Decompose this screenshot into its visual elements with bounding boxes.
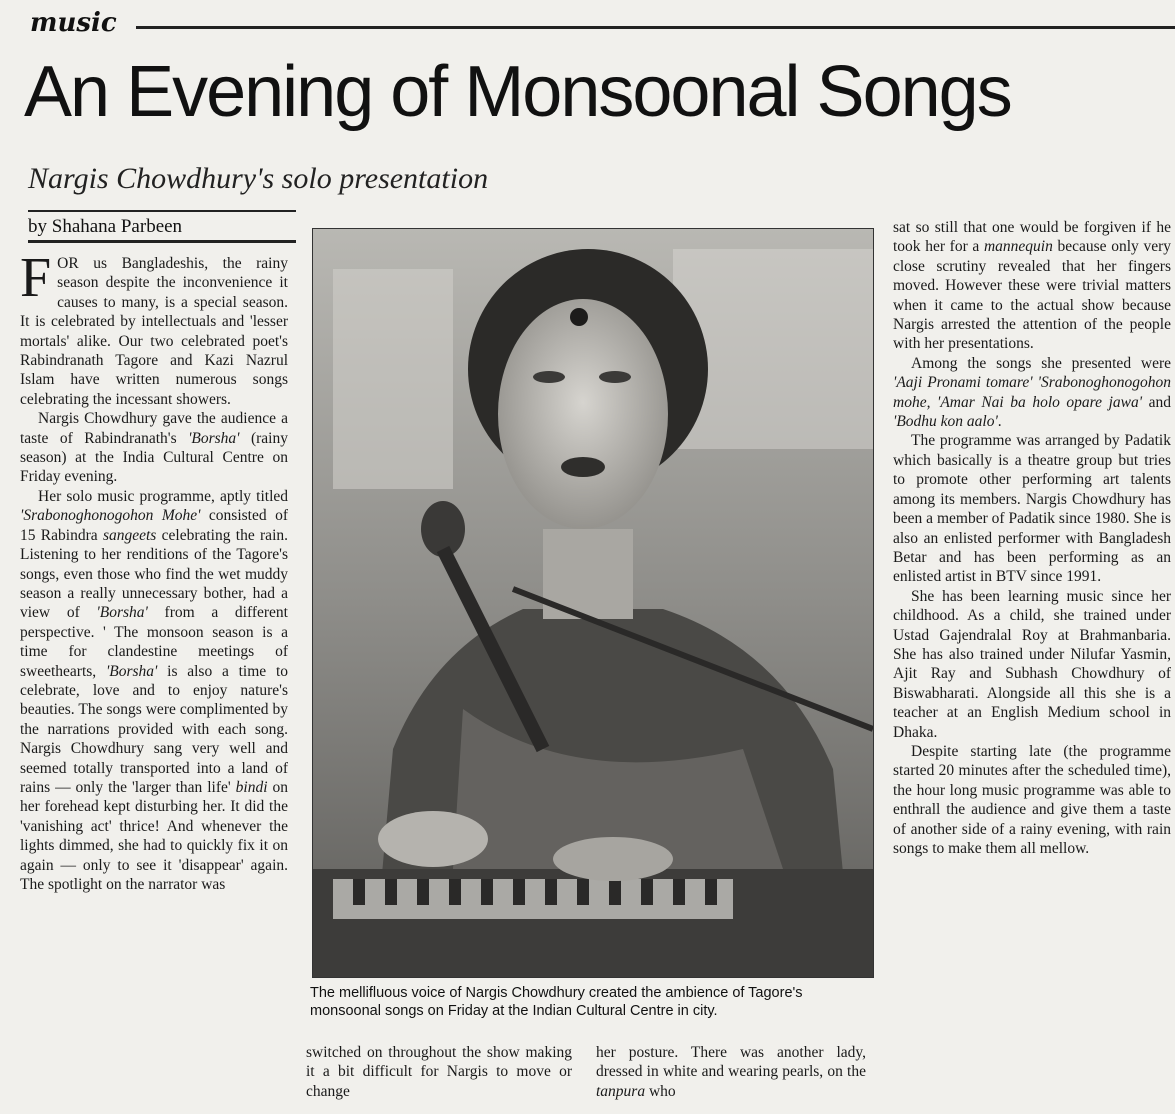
col4-p1-text-a: sat so still that one would be forgiven if he took her for a — [893, 219, 1171, 256]
paragraph-2 — [20, 409, 288, 487]
singer-photo-illustration — [313, 229, 873, 977]
p3-text-e: is also a time to celebrate, love and to enjoy nature's beauties. The songs were complimented by the narrations provided with each song. Nargis Chowdhury sang very well and seemed totally transported into a land of rains — only the 'larger than life' — [20, 662, 288, 796]
subhead: Nargis Chowdhury's solo presentation — [28, 162, 489, 195]
col4-paragraph-5: Despite starting late (the programme started 20 minutes after the scheduled time), the hour long music programme was able to enthrall the audience and give them a taste of another side of a rainy evening, with rain songs to make them all mellow. — [893, 742, 1171, 857]
col4-paragraph-2 — [893, 354, 1171, 432]
col4-p1-text-b: because only very close scrutiny revealed that her fingers moved. However these were trivial matters when it came to the actual show because Nargis arrested the attention of the people with her presentations. — [893, 238, 1171, 353]
paragraph-3 — [20, 487, 288, 895]
p3-emphasis-1: 'Srabonoghonogohon Mohe' — [20, 507, 201, 525]
section-rule — [136, 26, 1175, 29]
col4-p2-text-b: and — [1142, 393, 1171, 411]
col4-p2-text-a: Among the songs she presented were — [911, 354, 1171, 372]
col4-paragraph-1 — [893, 218, 1171, 354]
p2-text-a: Nargis Chowdhury gave the audience a taste of Rabindranath's — [20, 410, 288, 447]
paragraph-1 — [20, 254, 288, 409]
article-column-2 — [306, 1043, 572, 1105]
p3-text-f: on her forehead kept disturbing her. It did the 'vanishing act' thrice! And whenever the lights dimmed, she had to quickly fix it on again — only to see it 'disappear' again. The spotlight on the narrator was — [20, 778, 288, 893]
p3-text-d: from a different perspective. ' The monsoon season is a time for clandestine meetings of sweethearts, — [20, 604, 288, 680]
byline: by Shahana Parbeen — [28, 216, 183, 237]
p3-emphasis-2: sangeets — [102, 526, 157, 544]
p2-emphasis: 'Borsha' — [188, 429, 240, 447]
column-2-text: switched on throughout the show making it a bit difficult for Nargis to move or change — [306, 1044, 572, 1100]
col4-paragraph-4: She has been learning music since her childhood. As a child, she trained under Ustad Gajendralal Roy at Brahmanbaria. She has also trained under Nilufar Yasmin, Ajit Ray and Subhash Chowdhury of Biswabharati. Alongside all this she is a teacher at an English Medium school in Dhaka. — [893, 587, 1171, 741]
article-column-3 — [596, 1043, 866, 1105]
article-photo — [312, 228, 874, 978]
drop-cap: F — [20, 254, 52, 309]
p3-text-b: consisted of 15 Rabindra — [20, 507, 288, 544]
photo-caption: The mellifluous voice of Nargis Chowdhury created the ambience of Tagore's monsoonal songs on Friday at the Indian Cultural Centre in city. — [310, 985, 803, 1019]
col4-p2-text-c: . — [997, 413, 1002, 431]
col4-p2-emphasis-2: 'Srabonoghonogohon mohe, 'Amar Nai ba holo opare jawa' — [893, 374, 1171, 411]
p3-text-c: celebrating the rain. Listening to her renditions of the Tagore's songs, even those who find the wet muddy season a really unnecessary bother, had a view of — [20, 526, 288, 622]
byline-rule-top — [28, 210, 296, 212]
col4-paragraph-3: The programme was arranged by Padatik which basically is a theatre group but tries to promote other performing art talents among its members. Nargis Chowdhury has been a member of Padatik since 1980. She is also an enlisted performer with Bangladesh Betar and has been performing as an enlisted artist in BTV since 1991. — [893, 432, 1171, 586]
headline: An Evening of Monsoonal Songs — [24, 52, 1011, 132]
col3-emphasis: tanpura — [596, 1082, 646, 1100]
byline-rule-bottom — [28, 240, 296, 243]
p3-emphasis-5: bindi — [235, 778, 268, 796]
article-column-1 — [20, 254, 288, 1098]
p2-text-b: (rainy season) at the India Cultural Centre on Friday evening. — [20, 429, 288, 486]
paragraph-1-text: OR us Bangladeshis, the rainy season despite the inconvenience it causes to many, is a special season. It is celebrated by intellectuals and 'lesser mortals' alike. Our two celebrated poet's Rabindranath Tagore and Kazi Nazrul Islam have written numerous songs celebrating the incessant showers. — [20, 255, 288, 408]
col4-p2-emphasis-1: 'Aaji Pronami tomare' — [893, 374, 1033, 392]
col3-text-b: who — [645, 1082, 676, 1100]
col4-p2-emphasis-3: 'Bodhu kon aalo' — [893, 413, 998, 431]
p3-emphasis-4: 'Borsha' — [105, 662, 158, 680]
p3-emphasis-3: 'Borsha' — [96, 604, 148, 622]
article-column-4 — [893, 218, 1171, 1104]
col3-text-a: her posture. There was another lady, dressed in white and wearing pearls, on the — [596, 1044, 866, 1081]
p3-text-a: Her solo music programme, aptly titled — [38, 487, 288, 505]
column-3-paragraph — [596, 1043, 866, 1101]
col4-p1-emphasis: mannequin — [983, 238, 1053, 256]
section-label: music — [30, 8, 117, 38]
